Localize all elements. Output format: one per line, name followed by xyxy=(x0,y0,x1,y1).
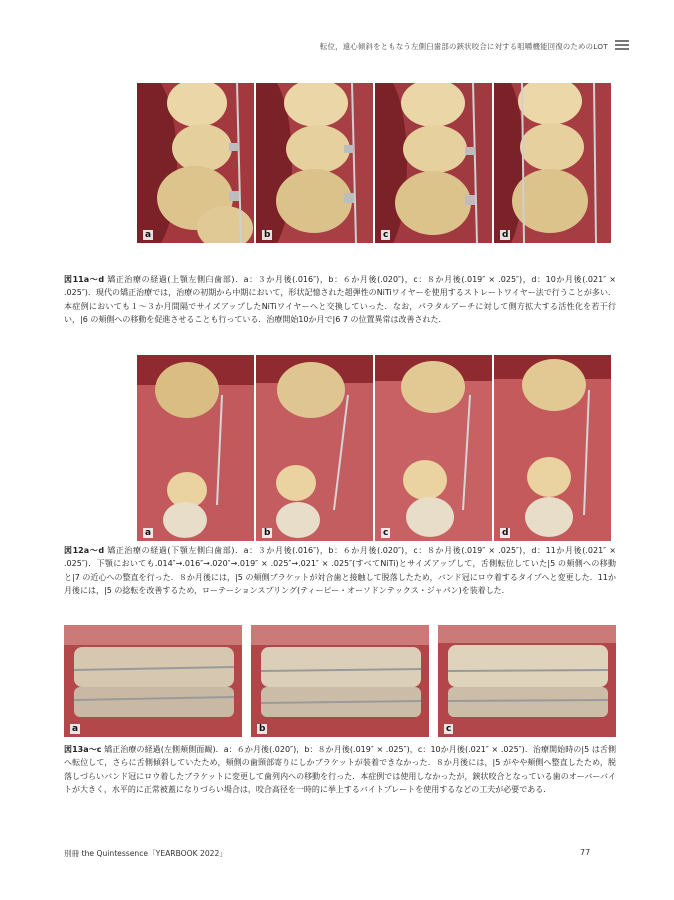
figure-12-caption xyxy=(64,544,616,597)
panel-label: b xyxy=(259,724,266,734)
occlusal-photo-illustration xyxy=(375,83,492,243)
menu-lines-icon[interactable] xyxy=(615,40,629,53)
panel-label: c xyxy=(446,724,452,734)
panel-label: b xyxy=(264,528,271,538)
photo-panel xyxy=(375,355,492,541)
panel-label: a xyxy=(72,724,79,734)
panel-label: d xyxy=(502,528,509,538)
occlusal-photo-illustration xyxy=(256,355,373,541)
photo-panel xyxy=(438,625,616,737)
figure-13-photos xyxy=(64,625,616,737)
occlusal-photo-illustration xyxy=(494,83,611,243)
photo-panel xyxy=(137,355,254,541)
panel-label: b xyxy=(264,230,271,240)
panel-label: d xyxy=(502,230,509,240)
occlusal-photo-illustration xyxy=(256,83,373,243)
caption-text: 矯正治療の経過(左側頬側面観)．a：６か月後(.020″)，b：８か月後(.019″ × .025″)，c：10か月後(.021″ × .025″)．治療開始時の|5 は舌側へ転位して，さらに舌側傾斜していたため，頬側の歯頸部寄りにしかブラケットが装着できなかった．８か月後には，|5 がやや頬側へ整直したため，脱落しづらいバンド冠にロウ着したブラケットに変更して歯列内への移動を行った．本症例では使用しなかったが，鋏状咬合となっている歯のオーバーバイトが大きく，水平的に正常被蓋になりづらい場合は，咬合高径を一時的に挙上するバイトプレートを使用するなどの工夫が必要である． xyxy=(64,745,617,794)
figure-id: 図13a〜c xyxy=(64,745,102,754)
photo-panel xyxy=(251,625,429,737)
panel-label: a xyxy=(145,528,152,538)
running-head: 転位，遠心傾斜をともなう左側臼歯部の鋏状咬合に対する咀嚼機能回復のためのLOT xyxy=(319,42,608,51)
photo-panel xyxy=(137,83,254,243)
occlusal-photo-illustration xyxy=(137,355,254,541)
panel-label: a xyxy=(145,230,152,240)
figure-11-photos xyxy=(137,83,611,243)
buccal-photo-illustration xyxy=(438,625,616,737)
photo-panel xyxy=(256,83,373,243)
occlusal-photo-illustration xyxy=(375,355,492,541)
panel-label: c xyxy=(383,528,389,538)
occlusal-photo-illustration xyxy=(494,355,611,541)
occlusal-photo-illustration xyxy=(137,83,254,243)
photo-panel xyxy=(494,83,611,243)
footer-publication: 別冊 the Quintessence「YEARBOOK 2022」 xyxy=(64,849,227,858)
photo-panel xyxy=(64,625,242,737)
buccal-photo-illustration xyxy=(64,625,242,737)
figure-id: 図11a〜d xyxy=(64,275,105,284)
panel-label: c xyxy=(383,230,389,240)
photo-panel xyxy=(375,83,492,243)
page-number: 77 xyxy=(580,848,591,857)
figure-id: 図12a〜d xyxy=(64,546,105,555)
buccal-photo-illustration xyxy=(251,625,429,737)
photo-panel xyxy=(256,355,373,541)
caption-text: 矯正治療の経過(下顎左側臼歯部)．a：３か月後(.016″)，b：６か月後(.020″)，c：８か月後(.019″ × .025″)，d：11か月後(.021″ × .025″)．下顎においても.014″→.016″→.020″→.019″ × .025″→.021″ × .025″(すべてNiTi)とサイズアップして，舌側転位していた|5 の頬側への移動と|7 の近心への整直を行った．８か月後には，|5 の頬側ブラケットが対合歯と接触して脱落したため，バンド冠にロウ着するタイプへと変更した．11か月後には，|5 の捻転を改善するため，ローテーションスプリング(ティーピー・オーソドンテックス・ジャパン)を装着した． xyxy=(64,546,617,595)
photo-panel xyxy=(494,355,611,541)
caption-text: 矯正治療の経過(上顎左側臼歯部)．a：３か月後(.016″)，b：６か月後(.020″)，c：８か月後(.019″ × .025″)，d：10か月後(.021″ × .025″)．現代の矯正治療では，治療の初期から中期において，形状記憶された超弾性のNiTiワイヤーを使用するストレートワイヤー法で行うことが多い．本症例においても１〜３か月間隔でサイズアップしたNiTiワイヤーへと交換していった．なお，パラタルアーチに対して側方拡大する活性化を若干行い，|6 の頬側への移動を促進させることも行っている．治療開始10か月で|6 7 の位置異常は改善された． xyxy=(64,275,617,324)
figure-12-photos xyxy=(137,355,611,541)
figure-11-caption xyxy=(64,273,616,326)
figure-13-caption xyxy=(64,743,616,796)
